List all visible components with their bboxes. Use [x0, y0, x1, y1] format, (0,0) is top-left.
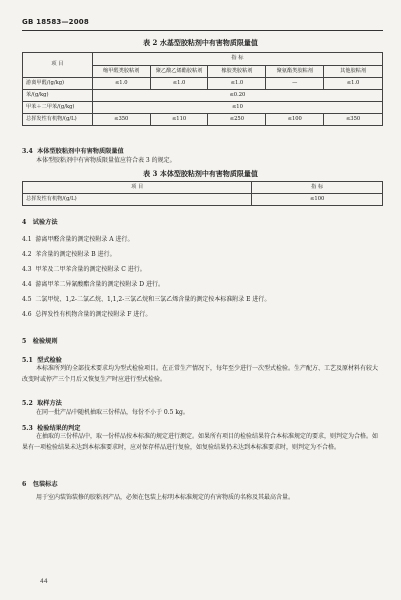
section-title: 检验结果的判定: [37, 425, 81, 432]
item-number: 4.2: [22, 251, 32, 258]
table2-subheader: 聚乙酸乙烯酯胶粘剂: [150, 66, 208, 78]
section-6-text: 用于室内装饰装修的胶粘剂产品，必须在包装上标明本标准规定的有害物质的名称及其最高含量。: [36, 494, 295, 501]
list-item: [22, 267, 146, 273]
list-item: [22, 282, 164, 288]
table2-cell: ≤110: [150, 114, 208, 126]
section-number: 6: [22, 481, 27, 488]
section-5-3-text: 在抽取的三份样品中，取一份样品按本标准的规定进行测定。如果所有项目的检验结果符合本标准规定的要求，则判定为合格。如果有一项检验结果未达到本标准要求时，应对保存样品进行复验，如复验结果仍未达到本标准要求时，则判定为不合格。: [22, 433, 379, 451]
list-item: [22, 237, 134, 243]
section-3-4-text: 本体型胶粘剂中有害物质限量值应符合表 3 的规定。: [36, 157, 176, 164]
section-title: 包装标志: [32, 481, 58, 488]
table2-project-header: 项 目: [23, 53, 93, 78]
section-5-1-text: 本标准所列的全部技术要求均为型式检验项目。在正常生产情况下，每年至少进行一次型式检验。生产配方、工艺及原材料有较大改变时或停产三个月后又恢复生产时应进行型式检验。: [22, 365, 379, 383]
standard-number: GB 18583—2008: [22, 18, 89, 26]
item-number: 4.5: [22, 296, 32, 303]
section-number: 3.4: [22, 148, 33, 155]
section-3-4-heading: [22, 146, 124, 155]
item-text: 游离甲苯二异氰酸酯含量的测定按附录 D 进行。: [35, 281, 165, 288]
table3-row-label: 总挥发性有机物/(g/L): [23, 194, 252, 206]
item-number: 4.6: [22, 311, 32, 318]
section-title: 型式检验: [37, 357, 62, 364]
table2-cell: ≤1.0: [208, 78, 266, 90]
section-title: 本体型胶粘剂中有害物质限量值: [37, 148, 124, 155]
table2-cell: ≤350: [92, 114, 150, 126]
table2-title: 表 2 水基型胶粘剂中有害物质限量值: [143, 38, 258, 47]
table2-row-label: 甲苯＋二甲苯/(g/kg): [23, 102, 93, 114]
page-number: 44: [40, 578, 48, 585]
table2-indicator-header: 指 标: [92, 53, 382, 66]
section-number: 5.3: [22, 425, 33, 432]
section-6-heading: [22, 479, 58, 488]
table2-subheader: 橡胶类胶粘剂: [208, 66, 266, 78]
section-number: 4: [22, 219, 27, 226]
item-number: 4.3: [22, 266, 32, 273]
table3: [22, 181, 383, 206]
item-text: 游离甲醛含量的测定按附录 A 进行。: [35, 236, 134, 243]
table2-subheader: 缩甲醛类胶粘剂: [92, 66, 150, 78]
list-item: [22, 312, 151, 318]
item-text: 二氯甲烷、1,2-二氯乙烷、1,1,2-三氯乙烷和三氯乙烯含量的测定按本标准附录 E 进行。: [35, 296, 271, 303]
table2-row-label: 苯/(g/kg): [23, 90, 93, 102]
table2-cell: ≤1.0: [92, 78, 150, 90]
table2-cell: ≤0.20: [92, 90, 382, 102]
table2: [22, 52, 383, 126]
table2-cell: ≤100: [266, 114, 324, 126]
item-number: 4.4: [22, 281, 32, 288]
section-5-heading: [22, 336, 58, 345]
table3-title: 表 3 本体型胶粘剂中有害物质限量值: [143, 169, 258, 178]
item-text: 苯含量的测定按附录 B 进行。: [35, 251, 116, 258]
table2-row-label: 游离甲醛/(g/kg): [23, 78, 93, 90]
section-number: 5: [22, 338, 27, 345]
header-rule: [22, 30, 383, 31]
section-title: 取样方法: [37, 400, 62, 407]
item-number: 4.1: [22, 236, 32, 243]
table2-subheader: 聚氨酯类胶粘剂: [266, 66, 324, 78]
item-text: 总挥发性有机物含量的测定按附录 F 进行。: [35, 311, 152, 318]
item-text: 甲苯及二甲苯含量的测定按附录 C 进行。: [35, 266, 146, 273]
table2-cell: ≤350: [324, 114, 383, 126]
section-title: 检验规则: [32, 338, 58, 345]
list-item: [22, 297, 270, 303]
section-title: 试验方法: [32, 219, 58, 226]
section-4-heading: [22, 217, 58, 226]
table2-cell: —: [266, 78, 324, 90]
section-5-2-text: 在同一批产品中随机抽取三份样品，每份不小于 0.5 kg。: [36, 409, 189, 416]
section-number: 5.2: [22, 400, 33, 407]
table2-cell: ≤1.0: [324, 78, 383, 90]
table3-indicator-header: 指 标: [252, 182, 383, 194]
table2-cell: ≤10: [92, 102, 382, 114]
section-5-2-heading: [22, 398, 62, 407]
section-number: 5.1: [22, 357, 33, 364]
table2-subheader: 其他胶粘剂: [324, 66, 383, 78]
table2-cell: ≤1.0: [150, 78, 208, 90]
table3-project-header: 项 目: [23, 182, 252, 194]
table2-cell: ≤250: [208, 114, 266, 126]
table3-cell: ≤100: [252, 194, 383, 206]
list-item: [22, 252, 116, 258]
table2-row-label: 总挥发性有机物/(g/L): [23, 114, 93, 126]
